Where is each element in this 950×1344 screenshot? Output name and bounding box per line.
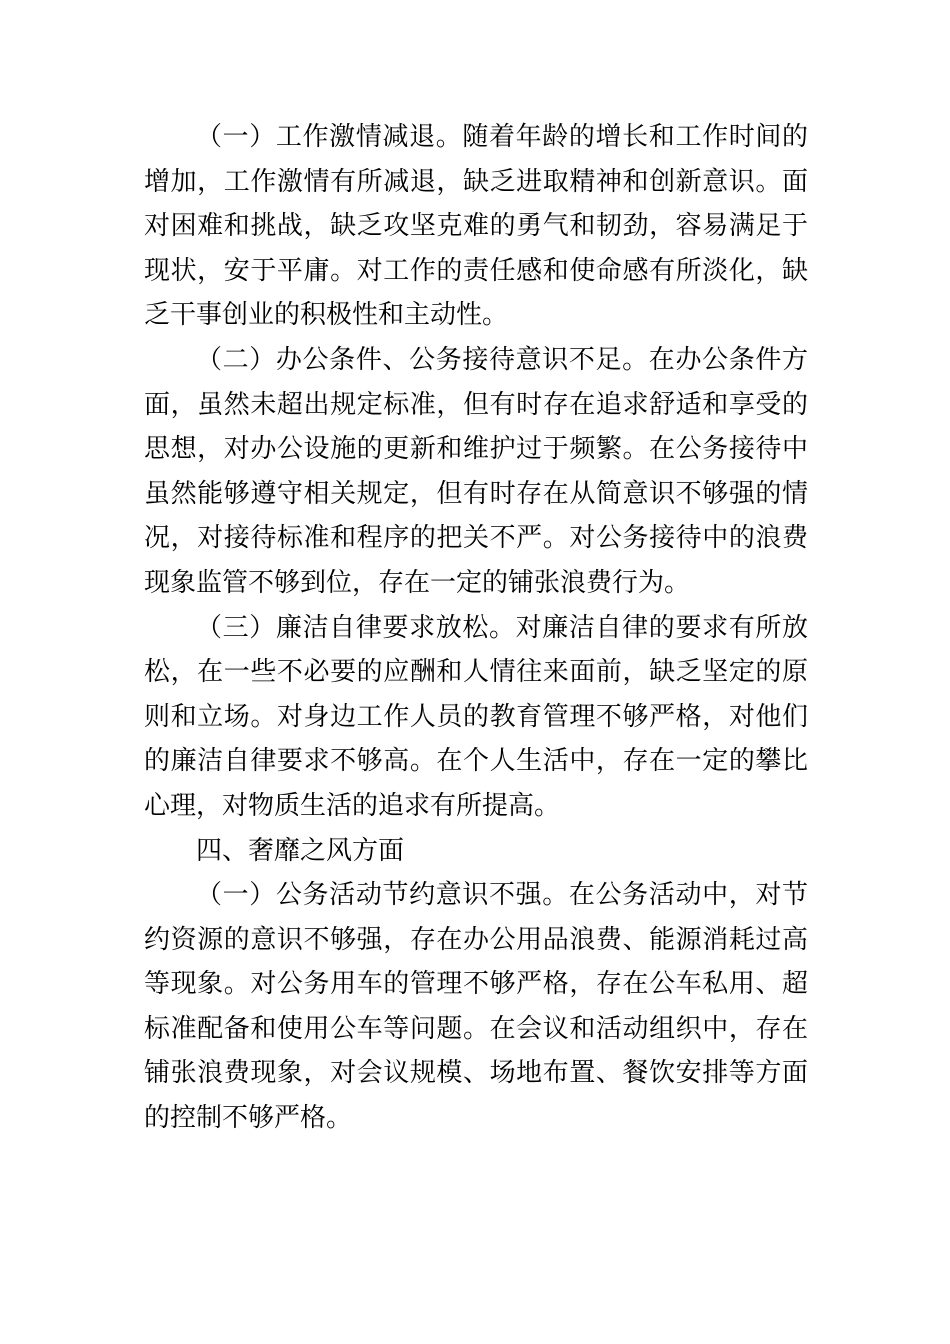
paragraph-integrity-discipline: （三）廉洁自律要求放松。对廉洁自律的要求有所放松，在一些不必要的应酬和人情往来面前，缺乏坚定的原则和立场。对身边工作人员的教育管理不够严格，对他们的廉洁自律要求不够高。在个人生活中，存在一定的攀比心理，对物质生活的追求有所提高。 (144, 612, 808, 821)
paragraph-work-passion: （一）工作激情减退。随着年龄的增长和工作时间的增加，工作激情有所减退，缺乏进取精神和创新意识。面对困难和挑战，缺乏攻坚克难的勇气和韧劲，容易满足于现状，安于平庸。对工作的责任感和使命感有所淡化，缺乏干事创业的积极性和主动性。 (144, 122, 808, 331)
paragraph-frugality-awareness: （一）公务活动节约意识不强。在公务活动中，对节约资源的意识不够强，存在办公用品浪费、能源消耗过高等现象。对公务用车的管理不够严格，存在公车私用、超标准配备和使用公车等问题。在会议和活动组织中，存在铺张浪费现象，对会议规模、场地布置、餐饮安排等方面的控制不够严格。 (144, 880, 808, 1134)
section-heading-extravagance: 四、奢靡之风方面 (196, 835, 405, 866)
document-body (144, 115, 808, 1141)
paragraph-office-reception: （二）办公条件、公务接待意识不足。在办公条件方面，虽然未超出规定标准，但有时存在追求舒适和享受的思想，对办公设施的更新和维护过于频繁。在公务接待中虽然能够遵守相关规定，但有时存在从简意识不够强的情况，对接待标准和程序的把关不严。对公务接待中的浪费现象监管不够到位，存在一定的铺张浪费行为。 (144, 344, 808, 598)
